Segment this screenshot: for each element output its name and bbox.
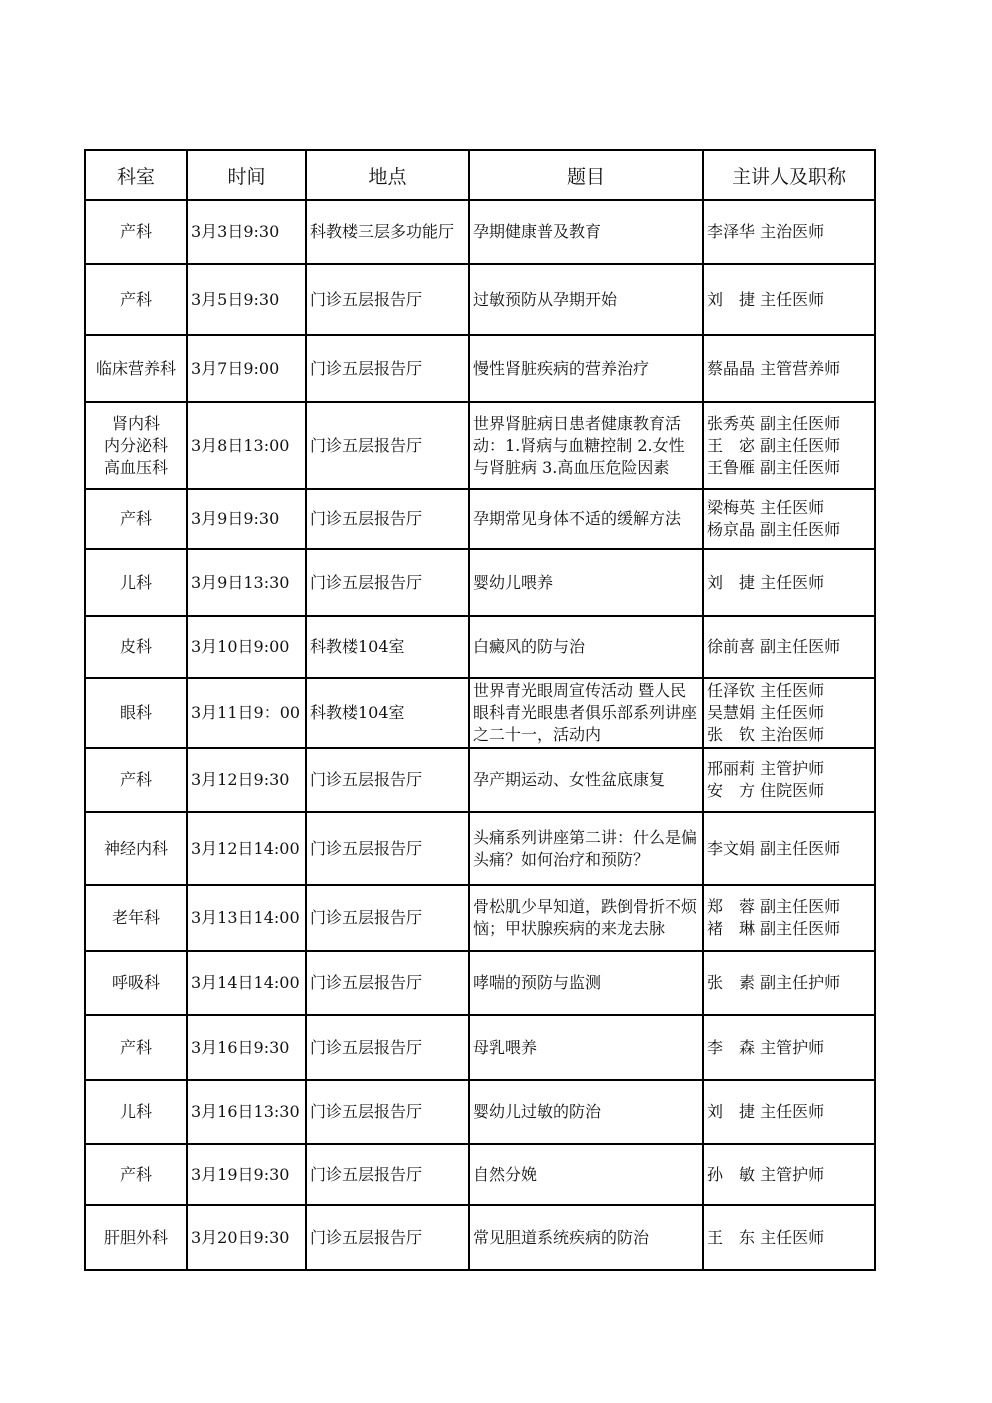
location-cell-text: 门诊五层报告厅 — [310, 908, 423, 927]
location-cell-text: 门诊五层报告厅 — [310, 973, 423, 992]
table-row — [85, 402, 875, 489]
speaker-line: 邢丽莉 主管护师 — [707, 759, 825, 778]
table-row — [85, 1015, 875, 1080]
speaker-line: 郑 蓉 副主任医师 — [707, 897, 841, 916]
location-cell-text: 门诊五层报告厅 — [310, 838, 423, 858]
dept-cell-text: 儿科 — [119, 1102, 152, 1121]
time-cell-text: 3月3日9:30 — [191, 222, 280, 241]
topic-cell — [469, 748, 703, 812]
time-cell-text: 3月9日9:30 — [191, 509, 280, 528]
location-cell-text: 科教楼三层多功能厅 — [310, 222, 455, 241]
schedule-body — [85, 200, 875, 1270]
topic-cell-text: 慢性肾脏疾病的营养治疗 — [473, 358, 650, 378]
location-cell — [306, 1015, 469, 1080]
topic-cell — [469, 678, 703, 748]
topic-cell-text: 孕产期运动、女性盆底康复 — [473, 770, 666, 789]
time-cell — [187, 1205, 306, 1270]
speaker-cell — [703, 1144, 875, 1205]
dept-cell-text: 产科 — [119, 1164, 152, 1184]
dept-cell — [85, 1205, 187, 1270]
table-row — [85, 951, 875, 1015]
speaker-line: 张 素 副主任护师 — [707, 973, 841, 992]
time-cell-text: 3月10日9:00 — [191, 637, 290, 656]
topic-cell-text: 自然分娩 — [473, 1164, 538, 1184]
dept-cell-text: 产科 — [119, 222, 152, 241]
header-dept: 科室 — [85, 150, 187, 200]
topic-cell — [469, 335, 703, 402]
time-cell-text: 3月11日9：00 — [191, 703, 301, 722]
dept-cell — [85, 1144, 187, 1205]
topic-cell — [469, 1015, 703, 1080]
dept-cell — [85, 885, 187, 951]
speaker-cell — [703, 1080, 875, 1144]
location-cell — [306, 549, 469, 616]
speaker-cell — [703, 200, 875, 264]
location-cell — [306, 402, 469, 489]
location-cell-text: 门诊五层报告厅 — [310, 770, 423, 789]
topic-cell-text: 常见胆道系统疾病的防治 — [473, 1227, 650, 1247]
location-cell — [306, 1144, 469, 1205]
topic-cell-text: 母乳喂养 — [473, 1037, 538, 1057]
header-location: 地点 — [306, 150, 469, 200]
dept-cell — [85, 616, 187, 678]
location-cell-text: 门诊五层报告厅 — [310, 435, 423, 455]
speaker-line: 蔡晶晶 主管营养师 — [707, 358, 841, 378]
table-row — [85, 335, 875, 402]
topic-cell-text: 婴幼儿喂养 — [473, 572, 554, 592]
time-cell — [187, 1015, 306, 1080]
speaker-cell — [703, 549, 875, 616]
dept-cell-text: 产科 — [119, 1037, 152, 1057]
lecture-schedule-table — [84, 149, 876, 1271]
topic-cell-text: 过敏预防从孕期开始 — [473, 289, 618, 309]
table-row — [85, 812, 875, 885]
table-row — [85, 1144, 875, 1205]
header-topic: 题目 — [469, 150, 703, 200]
topic-cell-text: 世界青光眼周宣传活动 暨人民眼科青光眼患者俱乐部系列讲座之二十一，活动内 — [473, 681, 698, 744]
speaker-cell — [703, 1205, 875, 1270]
table-row — [85, 489, 875, 549]
time-cell — [187, 616, 306, 678]
speaker-line: 李泽华 主治医师 — [707, 222, 825, 241]
time-cell-text: 3月14日14:00 — [191, 973, 300, 992]
location-cell — [306, 1205, 469, 1270]
topic-cell — [469, 951, 703, 1015]
dept-cell-text: 肝胆外科 — [103, 1227, 168, 1247]
dept-cell — [85, 200, 187, 264]
location-cell — [306, 812, 469, 885]
time-cell — [187, 812, 306, 885]
speaker-line: 任泽钦 主任医师 — [707, 681, 825, 700]
table-row — [85, 1205, 875, 1270]
dept-cell — [85, 812, 187, 885]
speaker-line: 孙 敏 主管护师 — [707, 1164, 825, 1184]
topic-cell — [469, 1080, 703, 1144]
time-cell — [187, 402, 306, 489]
dept-cell — [85, 489, 187, 549]
topic-cell-text: 骨松肌少早知道，跌倒骨折不烦恼；甲状腺疾病的来龙去脉 — [473, 897, 698, 938]
location-cell — [306, 616, 469, 678]
time-cell-text: 3月19日9:30 — [191, 1164, 290, 1184]
topic-cell — [469, 489, 703, 549]
location-cell — [306, 678, 469, 748]
time-cell — [187, 748, 306, 812]
table-row — [85, 1080, 875, 1144]
topic-cell-text: 头痛系列讲座第二讲：什么是偏头痛？如何治疗和预防？ — [473, 827, 698, 869]
dept-cell-text: 神经内科 — [103, 838, 168, 858]
dept-cell-text: 产科 — [119, 289, 152, 309]
dept-cell-text: 呼吸科 — [111, 973, 160, 992]
time-cell-text: 3月7日9:00 — [191, 358, 280, 378]
location-cell-text: 门诊五层报告厅 — [310, 572, 423, 592]
table-row — [85, 616, 875, 678]
time-cell — [187, 1144, 306, 1205]
speaker-cell — [703, 885, 875, 951]
speaker-cell — [703, 951, 875, 1015]
topic-cell-text: 婴幼儿过敏的防治 — [473, 1102, 602, 1121]
location-cell — [306, 748, 469, 812]
location-cell — [306, 264, 469, 335]
speaker-cell — [703, 748, 875, 812]
location-cell — [306, 200, 469, 264]
speaker-line: 王 宓 副主任医师 — [707, 435, 841, 455]
time-cell — [187, 549, 306, 616]
topic-cell — [469, 549, 703, 616]
time-cell — [187, 264, 306, 335]
time-cell — [187, 489, 306, 549]
speaker-line: 徐前喜 副主任医师 — [707, 637, 841, 656]
location-cell — [306, 335, 469, 402]
header-time: 时间 — [187, 150, 306, 200]
speaker-line: 杨京晶 副主任医师 — [707, 520, 841, 539]
time-cell — [187, 885, 306, 951]
speaker-line: 安 方 住院医师 — [707, 781, 825, 800]
time-cell — [187, 1080, 306, 1144]
dept-cell — [85, 1080, 187, 1144]
time-cell — [187, 335, 306, 402]
dept-cell-text: 产科 — [119, 509, 152, 528]
dept-cell-text: 皮科 — [119, 637, 152, 656]
dept-cell — [85, 549, 187, 616]
time-cell-text: 3月16日13:30 — [191, 1102, 300, 1121]
table-row — [85, 678, 875, 748]
location-cell-text: 门诊五层报告厅 — [310, 1102, 423, 1121]
topic-cell — [469, 1144, 703, 1205]
dept-cell — [85, 335, 187, 402]
speaker-cell — [703, 335, 875, 402]
location-cell — [306, 951, 469, 1015]
location-cell — [306, 885, 469, 951]
header-row — [85, 150, 875, 200]
speaker-line: 褚 琳 副主任医师 — [707, 919, 841, 938]
speaker-line: 李 森 主管护师 — [707, 1037, 825, 1057]
topic-cell — [469, 616, 703, 678]
speaker-line: 梁梅英 主任医师 — [707, 498, 825, 517]
dept-cell — [85, 402, 187, 489]
time-cell — [187, 200, 306, 264]
location-cell-text: 门诊五层报告厅 — [310, 509, 423, 528]
dept-cell — [85, 951, 187, 1015]
time-cell-text: 3月5日9:30 — [191, 289, 280, 309]
time-cell — [187, 951, 306, 1015]
table-row — [85, 264, 875, 335]
header-speaker: 主讲人及职称 — [703, 150, 875, 200]
location-cell — [306, 1080, 469, 1144]
speaker-cell — [703, 678, 875, 748]
dept-cell-text: 眼科 — [119, 703, 152, 722]
speaker-line: 王 东 主任医师 — [707, 1227, 825, 1247]
table-row — [85, 200, 875, 264]
topic-cell-text: 孕期常见身体不适的缓解方法 — [473, 509, 682, 528]
speaker-line: 刘 捷 主任医师 — [707, 1102, 825, 1121]
time-cell-text: 3月9日13:30 — [191, 572, 290, 592]
speaker-line: 吴慧娟 主任医师 — [707, 703, 825, 722]
table-row — [85, 748, 875, 812]
dept-cell-text: 临床营养科 — [95, 358, 176, 378]
topic-cell — [469, 200, 703, 264]
speaker-cell — [703, 812, 875, 885]
location-cell-text: 门诊五层报告厅 — [310, 358, 423, 378]
topic-cell — [469, 1205, 703, 1270]
topic-cell — [469, 885, 703, 951]
speaker-cell — [703, 489, 875, 549]
topic-cell — [469, 264, 703, 335]
speaker-line: 张秀英 副主任医师 — [707, 413, 841, 433]
time-cell-text: 3月20日9:30 — [191, 1227, 290, 1247]
topic-cell-text: 白癜风的防与治 — [473, 637, 586, 656]
dept-cell — [85, 678, 187, 748]
speaker-line: 张 钦 主治医师 — [707, 725, 825, 744]
topic-cell-text: 孕期健康普及教育 — [473, 222, 602, 241]
table-row — [85, 549, 875, 616]
dept-cell-text: 肾内科 内分泌科 高血压科 — [103, 413, 168, 477]
location-cell-text: 门诊五层报告厅 — [310, 1037, 423, 1057]
dept-cell-text: 老年科 — [111, 908, 160, 927]
location-cell-text: 科教楼104室 — [310, 637, 405, 656]
dept-cell-text: 产科 — [119, 770, 152, 789]
dept-cell-text: 儿科 — [119, 572, 152, 592]
speaker-cell — [703, 264, 875, 335]
location-cell-text: 科教楼104室 — [310, 703, 405, 722]
time-cell-text: 3月16日9:30 — [191, 1037, 290, 1057]
speaker-line: 王鲁雁 副主任医师 — [707, 457, 841, 477]
location-cell-text: 门诊五层报告厅 — [310, 1227, 423, 1247]
time-cell-text: 3月13日14:00 — [191, 908, 300, 927]
time-cell — [187, 678, 306, 748]
speaker-cell — [703, 402, 875, 489]
table-row — [85, 885, 875, 951]
speaker-cell — [703, 1015, 875, 1080]
dept-cell — [85, 748, 187, 812]
time-cell-text: 3月8日13:00 — [191, 435, 290, 455]
topic-cell-text: 哮喘的预防与监测 — [473, 973, 602, 992]
time-cell-text: 3月12日9:30 — [191, 770, 290, 789]
dept-cell — [85, 264, 187, 335]
topic-cell-text: 世界肾脏病日患者健康教育活动：1.肾病与血糖控制 2.女性与肾脏病 3.高血压危险因素 — [473, 413, 685, 477]
dept-cell — [85, 1015, 187, 1080]
location-cell — [306, 489, 469, 549]
speaker-line: 李文娟 副主任医师 — [707, 838, 841, 858]
speaker-line: 刘 捷 主任医师 — [707, 572, 825, 592]
location-cell-text: 门诊五层报告厅 — [310, 1164, 423, 1184]
topic-cell — [469, 402, 703, 489]
time-cell-text: 3月12日14:00 — [191, 838, 300, 858]
topic-cell — [469, 812, 703, 885]
speaker-cell — [703, 616, 875, 678]
location-cell-text: 门诊五层报告厅 — [310, 289, 423, 309]
speaker-line: 刘 捷 主任医师 — [707, 289, 825, 309]
